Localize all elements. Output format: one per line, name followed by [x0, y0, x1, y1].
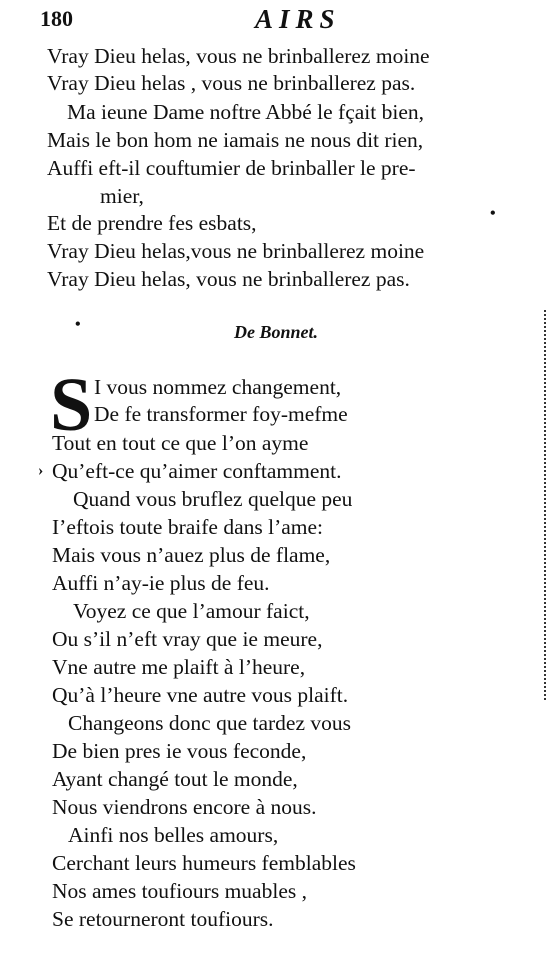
- section-title: De Bonnet.: [233, 322, 318, 342]
- page-header: [40, 4, 500, 38]
- ink-mark: •: [75, 316, 81, 333]
- verse-line: Auffi eft-il couftumier de brinballer le pre-: [47, 156, 416, 180]
- verse-line: Vne autre me plaift à l’heure,: [52, 655, 306, 679]
- verse-line: Vray Dieu helas, vous ne brinballerez pas.: [47, 267, 410, 291]
- verse-line: I’eftois toute braife dans l’ame:: [52, 515, 324, 539]
- verse-line: Ou s’il n’eft vray que ie meure,: [52, 627, 323, 651]
- verse-line: Qu’eft-ce qu’aimer conftamment.: [52, 459, 342, 483]
- verse-line: mier,: [100, 184, 144, 208]
- verse-line: Se retourneront toufiours.: [52, 907, 274, 931]
- page-number: 180: [40, 6, 73, 31]
- verse-line: Nous viendrons encore à nous.: [52, 795, 317, 819]
- verse-line: Cerchant leurs humeurs femblables: [52, 851, 356, 875]
- verse-line: Mais vous n’auez plus de flame,: [52, 543, 331, 567]
- verse-line: Quand vous bruflez quelque peu: [73, 487, 353, 511]
- ink-mark: •: [490, 205, 496, 222]
- verse-line: Et de prendre fes esbats,: [47, 211, 257, 235]
- verse-line: Ayant changé tout le monde,: [52, 767, 298, 791]
- verse-line: Qu’à l’heure vne autre vous plaift.: [52, 683, 349, 707]
- page-edge-shadow: [544, 310, 552, 700]
- verse-line: Vray Dieu helas , vous ne brinballerez pas.: [47, 71, 416, 95]
- verse-line: Voyez ce que l’amour faict,: [73, 599, 310, 623]
- verse-line: Nos ames toufiours muables ,: [52, 879, 307, 903]
- verse-line: Ma ieune Dame noftre Abbé le fçait bien,: [67, 100, 424, 124]
- verse-line: Mais le bon hom ne iamais ne nous dit rien,: [47, 128, 424, 152]
- drop-capital: S: [50, 363, 93, 447]
- verse-line: Vray Dieu helas,vous ne brinballerez moine: [47, 239, 425, 263]
- verse-line: Ainfi nos belles amours,: [68, 823, 279, 847]
- verse-line: De bien pres ie vous feconde,: [52, 739, 307, 763]
- ink-mark: ›: [38, 462, 44, 479]
- running-title: AIRS: [255, 4, 341, 34]
- verse-line: Auffi n’ay-ie plus de feu.: [52, 571, 270, 595]
- verse-line: Tout en tout ce que l’on ayme: [52, 431, 309, 455]
- verse-line: De fe transformer foy-mefme: [94, 402, 348, 426]
- verse-line: Changeons donc que tardez vous: [68, 711, 352, 735]
- verse-line: I vous nommez changement,: [94, 375, 342, 399]
- verse-line: Vray Dieu helas, vous ne brinballerez moine: [47, 44, 430, 68]
